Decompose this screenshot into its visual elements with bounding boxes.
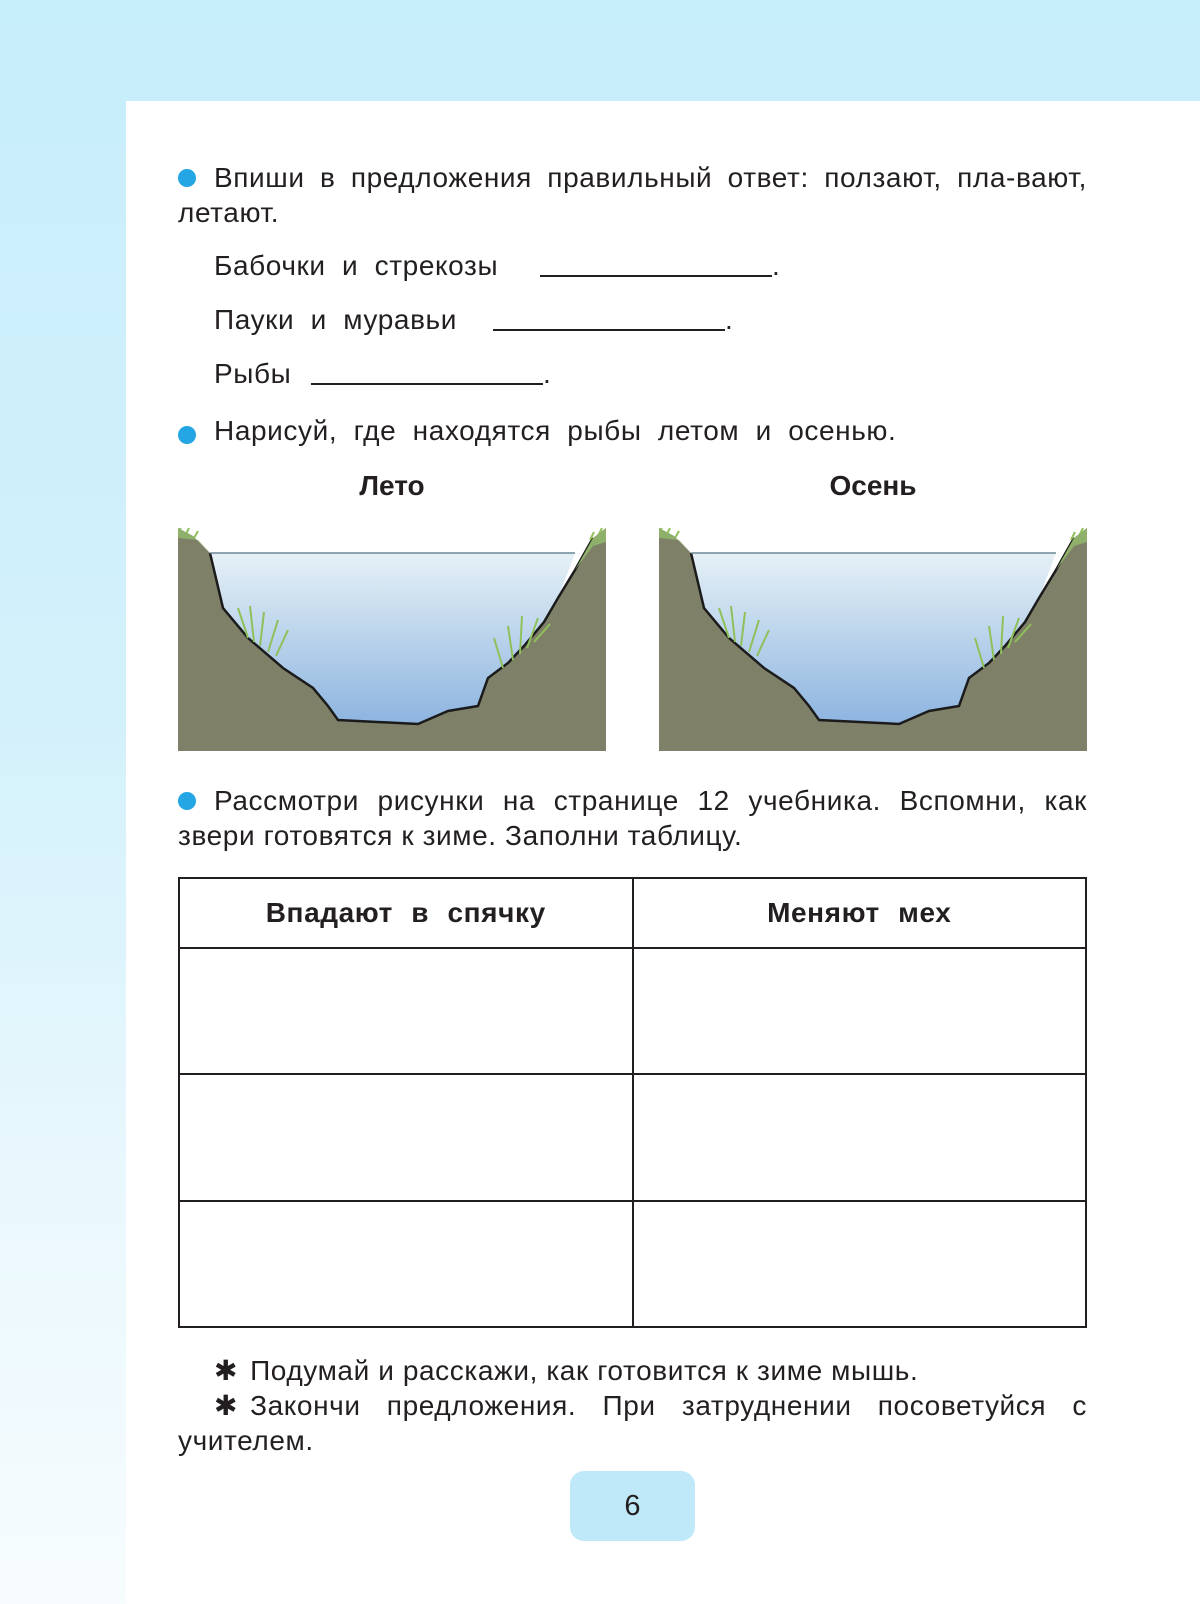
note-finish-text: Закончи предложения. При затруднении посоветуйся с учителем. — [178, 1390, 1087, 1456]
note-mouse — [178, 1353, 1087, 1388]
task1-instruction: Впиши в предложения правильный ответ: ползают, пла-вают, летают. — [178, 162, 1087, 228]
sentence-spiders-end: . — [725, 304, 733, 335]
task2-bullet — [178, 426, 196, 444]
autumn-pond-drawing-area[interactable] — [659, 528, 1087, 751]
sentence-butterflies-end: . — [772, 250, 780, 281]
sentence-fish-label: Рыбы — [214, 358, 292, 389]
answer-line-fish[interactable] — [311, 383, 543, 385]
table-row — [179, 948, 1086, 1074]
table-row — [179, 1074, 1086, 1200]
header-hibernate: Впадают в спячку — [179, 878, 633, 948]
table-cell-hibernate-3[interactable] — [179, 1201, 633, 1327]
table-cell-hibernate-1[interactable] — [179, 948, 633, 1074]
star-icon: ✱ — [214, 1390, 239, 1421]
answer-line-butterflies[interactable] — [540, 275, 772, 277]
summer-pond-drawing-area[interactable] — [178, 528, 606, 751]
note-mouse-text: Подумай и расскажи, как готовится к зиме мышь. — [250, 1355, 919, 1386]
autumn-title: Осень — [829, 470, 917, 501]
answer-line-spiders[interactable] — [493, 329, 725, 331]
table-cell-fur-1[interactable] — [633, 948, 1087, 1074]
sentence-fish-end: . — [543, 358, 551, 389]
table-header-row — [179, 878, 1086, 948]
note-finish — [178, 1388, 1087, 1458]
table-cell-fur-2[interactable] — [633, 1074, 1087, 1200]
table-cell-fur-3[interactable] — [633, 1201, 1087, 1327]
sentence-spiders-label: Пауки и муравьи — [214, 304, 457, 335]
table-row — [179, 1201, 1086, 1327]
header-change-fur: Меняют мех — [633, 878, 1087, 948]
sentence-butterflies-label: Бабочки и стрекозы — [214, 250, 499, 281]
table-cell-hibernate-2[interactable] — [179, 1074, 633, 1200]
task2-instruction: Нарисуй, где находятся рыбы летом и осенью. — [214, 415, 897, 446]
star-icon: ✱ — [214, 1355, 239, 1386]
page-number: 6 — [570, 1471, 695, 1541]
animals-winter-table — [178, 877, 1087, 1328]
task3-instruction: Рассмотри рисунки на странице 12 учебника. Вспомни, как звери готовятся к зиме. Заполни таблицу. — [178, 785, 1087, 851]
summer-title: Лето — [359, 470, 425, 501]
